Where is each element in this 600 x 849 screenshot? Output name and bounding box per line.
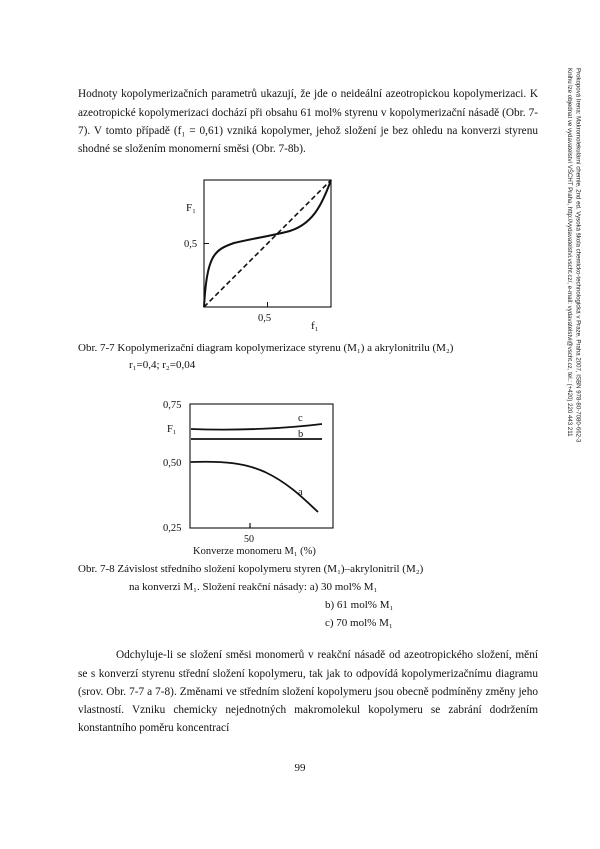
page-number: 99 <box>294 762 306 774</box>
fig1-copolymer-curve <box>204 180 331 307</box>
fig1-y-label: F₁ <box>186 202 196 214</box>
sidebar-line-2: Knihu lze objednat ve vydavatelství VŠCHT Praha, http://vydavatelstvi.vscht.cz/, e-mail: vydavatelstvi@vscht.cz, tel.: (+420) 220 443 211 <box>566 68 574 437</box>
fig1-x-tick-label: 0,5 <box>258 313 272 324</box>
sidebar-line-1: Prokopová Irena: Makromolekulární chemie, 2nd ed. Vysoká škola chemicko-technologická v Praze, Praha 2007, ISBN 978-80-7080-662-3 <box>574 68 582 443</box>
fig2-x-label: Konverze monomeru M₁ (%) <box>193 546 316 557</box>
fig2-y-tick-050: 0,50 <box>163 458 182 469</box>
fig2-curve-c <box>191 424 322 430</box>
fig2-x-tick-label: 50 <box>244 534 254 545</box>
fig2-y-tick-075: 0,75 <box>163 400 182 411</box>
fig2-frame <box>190 404 333 528</box>
fig1-frame <box>204 180 331 307</box>
fig2-curve-label-a: a <box>298 487 303 498</box>
fig2-curve-label-b: b <box>298 429 304 440</box>
fig2-caption-line-3: b) 61 mol% M₁ <box>325 599 394 611</box>
fig1-y-tick-label: 0,5 <box>184 239 198 250</box>
fig2-curve-a <box>191 462 318 512</box>
fig1-diagonal-line <box>204 180 331 307</box>
fig2-caption-line-1: Obr. 7-8 Závislost středního složení kopolymeru styren (M₁)–akrylonitril (M₂) <box>78 563 424 575</box>
publisher-sidebar <box>565 68 581 442</box>
paragraph-2: Odchyluje-li se složení směsi monomerů v reakční násadě od azeotropického složení, mění se s konverzí styrenu střední složení kopolymeru, tak jak to odpovídá kopolymerizačnímu diagramu (srov. Obr. 7-7 a 7-8). Změnami ve středním složení kopolymeru jsou obecně podmíněny změny jeho vlastností. Vzniku chemicky nejednotných makromolekul kopolymeru se zabrání dodržením konstantního poměru koncentrací <box>78 649 538 735</box>
fig1-x-label: f₁ <box>311 320 319 332</box>
paragraph-1: Hodnoty kopolymerizačních parametrů ukazují, že jde o neideální azeotropickou kopolymerizaci. K azeotropické kopolymerizaci dochází při obsahu 61 mol% styrenu v kopolymerizační násadě (Obr. 7-7). V tomto případě (f₁ = 0,61) vzniká kopolymer, jehož složení je bez ohledu na konverzi styrenu shodné se složením monomerní směsi (Obr. 7-8b). <box>78 88 538 156</box>
fig2-y-label: F₁ <box>167 424 177 435</box>
fig2-curve-label-c: c <box>298 413 303 424</box>
fig2-caption-line-4: c) 70 mol% M₁ <box>325 617 393 629</box>
fig2-caption-line-2: na konverzi M₁. Složení reakční násady: a) 30 mol% M₁ <box>129 581 378 593</box>
fig2-y-tick-025: 0,25 <box>163 523 182 534</box>
fig1-caption-line-1: Obr. 7-7 Kopolymerizační diagram kopolymerizace styrenu (M₁) a akrylonitrilu (M₂) <box>78 342 454 354</box>
fig1-caption-line-2: r₁=0,4; r₂=0,04 <box>129 359 196 371</box>
